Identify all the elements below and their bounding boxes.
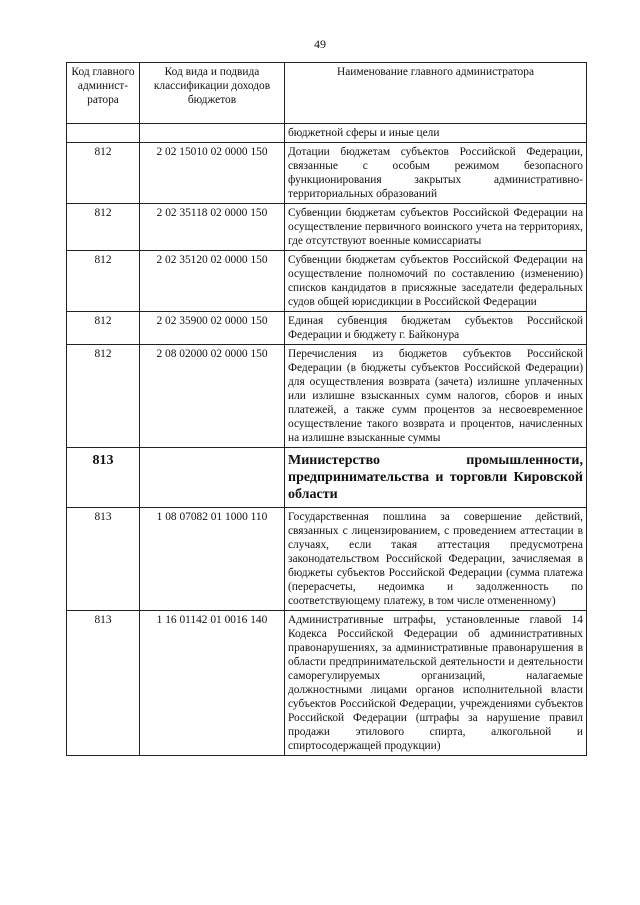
admin-code-cell — [67, 124, 140, 143]
admin-name-cell: Государственная пошлина за совершение действий, связанных с лицензированием, с проведением аттестации в случаях, если такая аттестация предусмотрена законодательством Российской Федерации, зачисляемая в бюджеты субъектов Российской Федерации (сумма платежа (перерасчеты, недоимка и задолженность по соответствующему платежу, в том числе отмененному) — [285, 508, 587, 611]
table-row — [67, 312, 587, 345]
admin-name-cell: бюджетной сферы и иные цели — [285, 124, 587, 143]
revenue-code-cell: 2 02 35120 02 0000 150 — [140, 251, 285, 312]
admin-code-cell: 812 — [67, 312, 140, 345]
table-row — [67, 508, 587, 611]
table-row — [67, 143, 587, 204]
revenue-code-cell: 2 02 35118 02 0000 150 — [140, 204, 285, 251]
admin-name-cell: Дотации бюджетам субъектов Российской Федерации, связанные с особым режимом безопасного функционирования закрытых административно-территориальных образований — [285, 143, 587, 204]
admin-name-cell: Административные штрафы, установленные главой 14 Кодекса Российской Федерации об административных правонарушениях, за административные правонарушения в области предпринимательской деятельности и деятельности саморегулируемых организаций, налагаемые должностными лицами органов исполнительной власти субъектов Российской Федерации, учреждениями субъектов Российской Федерации (штрафы за нарушение правил продажи этилового спирта, алкогольной и спиртосодержащей продукции) — [285, 611, 587, 756]
revenue-code-cell — [140, 124, 285, 143]
header-admin-code: Код главного админист-ратора — [67, 63, 140, 124]
revenue-code-cell: 2 08 02000 02 0000 150 — [140, 345, 285, 448]
table-row — [67, 345, 587, 448]
revenue-code-cell: 2 02 15010 02 0000 150 — [140, 143, 285, 204]
table-row — [67, 124, 587, 143]
revenue-code-cell: 2 02 35900 02 0000 150 — [140, 312, 285, 345]
admin-name-cell: Субвенции бюджетам субъектов Российской Федерации на осуществление полномочий по составлению (изменению) списков кандидатов в присяжные заседатели федеральных судов общей юрисдикции в Российской Федерации — [285, 251, 587, 312]
admin-code-cell: 813 — [67, 611, 140, 756]
admin-name-cell: Единая субвенция бюджетам субъектов Российской Федерации и бюджету г. Байконура — [285, 312, 587, 345]
page-number: 49 — [314, 37, 326, 51]
admin-code-cell: 812 — [67, 345, 140, 448]
revenue-administrators-table — [66, 62, 587, 756]
revenue-code-cell: 1 08 07082 01 1000 110 — [140, 508, 285, 611]
admin-code-cell: 812 — [67, 251, 140, 312]
header-admin-name: Наименование главного администратора — [285, 63, 587, 124]
header-revenue-code: Код вида и подвида классификации доходов бюджетов — [140, 63, 285, 124]
ministry-name-cell: Министерство промышленности, предпринимательства и торговли Кировской области — [285, 448, 587, 508]
admin-code-cell: 812 — [67, 204, 140, 251]
ministry-code-cell: 813 — [67, 448, 140, 508]
table-header-row — [67, 63, 587, 124]
table-row — [67, 611, 587, 756]
admin-code-cell: 812 — [67, 143, 140, 204]
ministry-header-row — [67, 448, 587, 508]
revenue-code-cell — [140, 448, 285, 508]
revenue-code-cell: 1 16 01142 01 0016 140 — [140, 611, 285, 756]
admin-code-cell: 813 — [67, 508, 140, 611]
table-row — [67, 204, 587, 251]
admin-name-cell: Субвенции бюджетам субъектов Российской Федерации на осуществление первичного воинского учета на территориях, где отсутствуют военные комиссариаты — [285, 204, 587, 251]
admin-name-cell: Перечисления из бюджетов субъектов Российской Федерации (в бюджеты субъектов Российской Федерации) для осуществления возврата (зачета) излишне уплаченных или излишне взысканных сумм налогов, сборов и иных платежей, а также сумм процентов за несвоевременное осуществление такого возврата и процентов, начисленных на излишне взысканные суммы — [285, 345, 587, 448]
table-row — [67, 251, 587, 312]
